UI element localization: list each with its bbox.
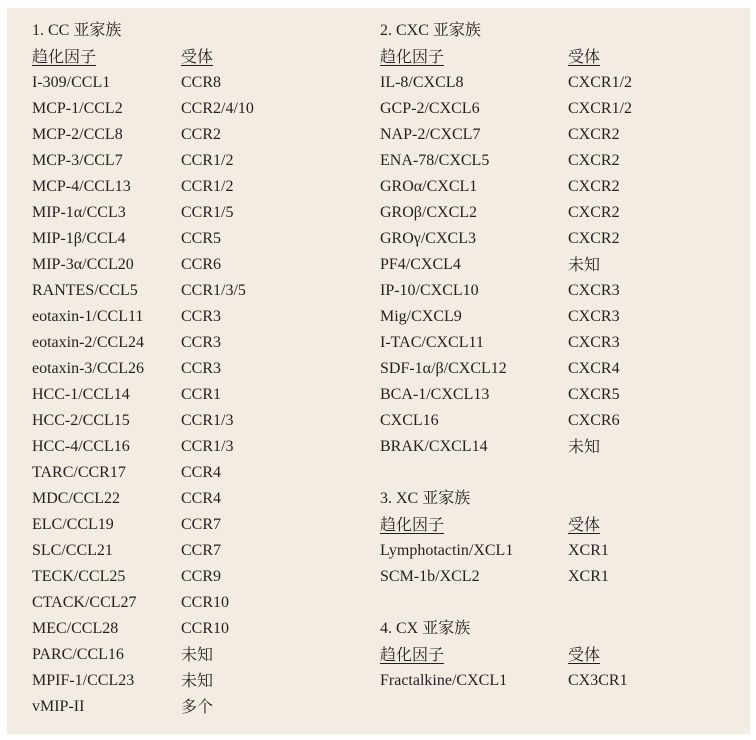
receptor-cell: CXCR3 <box>568 308 620 325</box>
ligand-cell: GROβ/CXCL2 <box>380 204 478 221</box>
table-row <box>32 304 222 330</box>
chemokine-table-panel <box>7 8 750 734</box>
table-row <box>32 486 222 512</box>
table-row <box>32 434 234 460</box>
receptor-cell: 多个 <box>181 697 214 716</box>
table-row <box>32 252 222 278</box>
ligand-cell: MCP-3/CCL7 <box>32 152 123 169</box>
ligand-column-header: 趋化因子 <box>380 645 445 664</box>
ligand-cell: BRAK/CXCL14 <box>380 438 488 455</box>
table-row <box>32 330 222 356</box>
ligand-column-header: 趋化因子 <box>380 47 445 66</box>
receptor-cell: CXCR1/2 <box>568 100 633 117</box>
receptor-cell: CXCR5 <box>568 386 620 403</box>
receptor-cell: CXCR2 <box>568 204 620 221</box>
ligand-cell: eotaxin-3/CCL26 <box>32 360 144 377</box>
ligand-cell: MCP-2/CCL8 <box>32 126 123 143</box>
receptor-cell: CCR1/3 <box>181 438 234 455</box>
ligand-cell: MDC/CCL22 <box>32 490 121 507</box>
ligand-cell: SCM-1b/XCL2 <box>380 568 480 585</box>
receptor-cell: 未知 <box>568 255 601 274</box>
ligand-cell: IP-10/CXCL10 <box>380 282 479 299</box>
table-row <box>32 382 222 408</box>
ligand-cell: NAP-2/CXCL7 <box>380 126 481 143</box>
table-row <box>380 252 601 278</box>
table-row <box>380 278 620 304</box>
ligand-cell: MCP-1/CCL2 <box>32 100 123 117</box>
xc-subfamily-title: 3. XC 亚家族 <box>380 490 471 507</box>
receptor-cell: CXCR2 <box>568 152 620 169</box>
receptor-cell: CCR1/2 <box>181 178 234 195</box>
table-row <box>32 616 230 642</box>
table-row <box>32 460 222 486</box>
receptor-cell: CCR3 <box>181 308 222 325</box>
cc-subfamily-title: 1. CC 亚家族 <box>32 22 122 39</box>
table-row <box>380 304 620 330</box>
table-row <box>380 434 601 460</box>
table-row <box>380 330 620 356</box>
receptor-cell: CXCR3 <box>568 334 620 351</box>
ligand-cell: MCP-4/CCL13 <box>32 178 131 195</box>
ligand-cell: MEC/CCL28 <box>32 620 119 637</box>
ligand-cell: Mig/CXCL9 <box>380 308 462 325</box>
table-row <box>380 356 620 382</box>
ligand-cell: GROα/CXCL1 <box>380 178 478 195</box>
table-row <box>32 356 222 382</box>
table-row <box>32 174 234 200</box>
receptor-cell: CCR3 <box>181 360 222 377</box>
receptor-cell: CXCR3 <box>568 282 620 299</box>
ligand-cell: PARC/CCL16 <box>32 646 124 663</box>
ligand-cell: MIP-3α/CCL20 <box>32 256 134 273</box>
receptor-cell: 未知 <box>181 671 214 690</box>
receptor-cell: CCR10 <box>181 594 230 611</box>
table-row <box>32 148 234 174</box>
ligand-cell: I-TAC/CXCL11 <box>380 334 484 351</box>
cc-header-row <box>32 44 214 70</box>
table-row <box>380 226 620 252</box>
ligand-cell: HCC-2/CCL15 <box>32 412 130 429</box>
ligand-cell: eotaxin-2/CCL24 <box>32 334 144 351</box>
receptor-cell: CCR1/3 <box>181 412 234 429</box>
receptor-cell: CXCR2 <box>568 126 620 143</box>
ligand-cell: SLC/CCL21 <box>32 542 113 559</box>
receptor-cell: CCR2/4/10 <box>181 100 254 117</box>
ligand-cell: IL-8/CXCL8 <box>380 74 464 91</box>
receptor-cell: CCR7 <box>181 516 222 533</box>
table-row <box>32 512 222 538</box>
receptor-cell: CCR4 <box>181 464 222 481</box>
table-row <box>32 96 254 122</box>
ligand-cell: MIP-1β/CCL4 <box>32 230 126 247</box>
ligand-cell: vMIP-II <box>32 698 85 715</box>
receptor-column-header: 受体 <box>568 645 601 664</box>
receptor-cell: CCR1/2 <box>181 152 234 169</box>
table-row <box>380 200 620 226</box>
table-row <box>32 642 214 668</box>
receptor-cell: CCR1/3/5 <box>181 282 246 299</box>
table-row <box>380 668 628 694</box>
ligand-cell: TARC/CCR17 <box>32 464 126 481</box>
cx-subfamily-title: 4. CX 亚家族 <box>380 620 471 637</box>
table-row <box>32 590 230 616</box>
ligand-cell: BCA-1/CXCL13 <box>380 386 490 403</box>
receptor-cell: CCR5 <box>181 230 222 247</box>
ligand-cell: Fractalkine/CXCL1 <box>380 672 508 689</box>
receptor-cell: CCR1 <box>181 386 222 403</box>
table-row <box>380 382 620 408</box>
ligand-cell: HCC-4/CCL16 <box>32 438 130 455</box>
table-row <box>32 694 214 720</box>
ligand-cell: Lymphotactin/XCL1 <box>380 542 514 559</box>
receptor-cell: 未知 <box>568 437 601 456</box>
receptor-cell: XCR1 <box>568 542 609 559</box>
cc-subfamily-column <box>32 18 254 720</box>
table-row <box>32 538 222 564</box>
ligand-cell: CXCL16 <box>380 412 439 429</box>
ligand-cell: I-309/CCL1 <box>32 74 111 91</box>
ligand-cell: RANTES/CCL5 <box>32 282 138 299</box>
receptor-cell: 未知 <box>181 645 214 664</box>
ligand-column-header: 趋化因子 <box>32 47 97 66</box>
receptor-cell: CCR4 <box>181 490 222 507</box>
xc-header-row <box>380 512 601 538</box>
cxc-xc-cx-subfamily-column <box>380 18 633 694</box>
receptor-cell: XCR1 <box>568 568 609 585</box>
table-row <box>380 70 633 96</box>
table-row <box>380 564 609 590</box>
table-row <box>32 564 222 590</box>
table-row <box>32 70 222 96</box>
receptor-cell: CCR2 <box>181 126 222 143</box>
ligand-cell: HCC-1/CCL14 <box>32 386 130 403</box>
table-row <box>32 408 234 434</box>
receptor-cell: CCR6 <box>181 256 222 273</box>
table-row <box>32 278 246 304</box>
section-spacer <box>380 590 481 616</box>
ligand-cell: CTACK/CCL27 <box>32 594 137 611</box>
receptor-cell: CX3CR1 <box>568 672 628 689</box>
ligand-column-header: 趋化因子 <box>380 515 445 534</box>
table-row <box>380 148 620 174</box>
receptor-cell: CCR9 <box>181 568 222 585</box>
receptor-cell: CXCR2 <box>568 230 620 247</box>
ligand-cell: eotaxin-1/CCL11 <box>32 308 144 325</box>
table-row <box>32 226 222 252</box>
receptor-cell: CXCR2 <box>568 178 620 195</box>
ligand-cell: TECK/CCL25 <box>32 568 126 585</box>
table-row <box>32 200 234 226</box>
section-spacer <box>380 460 481 486</box>
ligand-cell: ELC/CCL19 <box>32 516 114 533</box>
receptor-cell: CXCR6 <box>568 412 620 429</box>
table-row <box>32 668 214 694</box>
receptor-cell: CCR3 <box>181 334 222 351</box>
receptor-column-header: 受体 <box>181 47 214 66</box>
ligand-cell: MPIF-1/CCL23 <box>32 672 135 689</box>
receptor-column-header: 受体 <box>568 47 601 66</box>
table-row <box>380 174 620 200</box>
ligand-cell: SDF-1α/β/CXCL12 <box>380 360 507 377</box>
table-row <box>380 538 609 564</box>
receptor-cell: CCR10 <box>181 620 230 637</box>
ligand-cell: ENA-78/CXCL5 <box>380 152 490 169</box>
receptor-cell: CCR7 <box>181 542 222 559</box>
receptor-cell: CXCR4 <box>568 360 620 377</box>
receptor-cell: CXCR1/2 <box>568 74 633 91</box>
ligand-cell: PF4/CXCL4 <box>380 256 461 273</box>
table-row <box>32 122 222 148</box>
cx-header-row <box>380 642 601 668</box>
table-row <box>380 96 633 122</box>
receptor-cell: CCR8 <box>181 74 222 91</box>
cxc-subfamily-title: 2. CXC 亚家族 <box>380 22 481 39</box>
receptor-column-header: 受体 <box>568 515 601 534</box>
table-row <box>380 122 620 148</box>
ligand-cell: MIP-1α/CCL3 <box>32 204 126 221</box>
ligand-cell: GCP-2/CXCL6 <box>380 100 480 117</box>
table-row <box>380 408 620 434</box>
ligand-cell: GROγ/CXCL3 <box>380 230 476 247</box>
receptor-cell: CCR1/5 <box>181 204 234 221</box>
cxc-header-row <box>380 44 601 70</box>
